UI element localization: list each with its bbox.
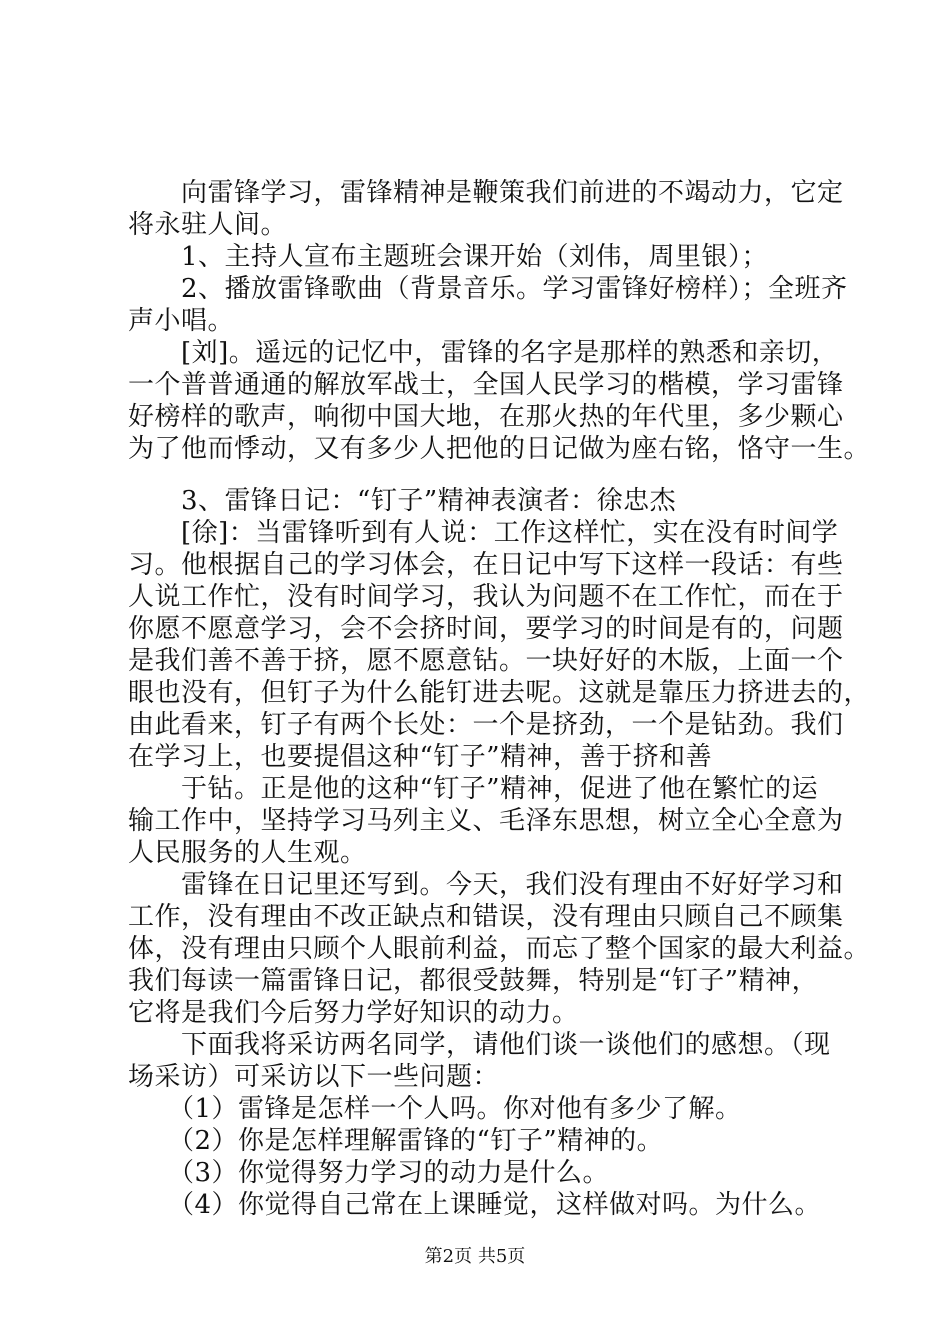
text-line: 体，没有理由只顾个人眼前利益，而忘了整个国家的最大利益。 [128,934,871,964]
text-line: 一个普普通通的解放军战士，全国人民学习的楷模，学习雷锋 [128,370,844,400]
text-line: 场采访）可采访以下一些问题： [128,1062,500,1092]
text-line: 1、主持人宣布主题班会课开始（刘伟，周里银）； [128,242,769,272]
text-line: 由此看来，钉子有两个长处：一个是挤劲，一个是钻劲。我们 [128,710,844,740]
text-line: 眼也没有，但钉子为什么能钉进去呢。这就是靠压力挤进去的， [128,678,871,708]
text-line: 它将是我们今后努力学好知识的动力。 [128,998,579,1028]
text-line: 声小唱。 [128,306,235,336]
text-line: 输工作中，坚持学习马列主义、毛泽东思想，树立全心全意为 [128,806,844,836]
text-line: 向雷锋学习，雷锋精神是鞭策我们前进的不竭动力，它定 [128,178,844,208]
text-line: （2）你是怎样理解雷锋的“钉子”精神的。 [128,1126,664,1156]
text-line: 为了他而悸动，又有多少人把他的日记做为座右铭，恪守一生。 [128,434,871,464]
text-line: 下面我将采访两名同学，请他们谈一谈他们的感想。（现 [128,1030,831,1060]
text-line: 人民服务的人生观。 [128,838,367,868]
text-line: 我们每读一篇雷锋日记，都很受鼓舞，特别是“钉子”精神， [128,966,819,996]
text-line: 在学习上，也要提倡这种“钉子”精神，善于挤和善 [128,742,713,772]
text-line: 将永驻人间。 [128,210,288,240]
text-line: 2、播放雷锋歌曲（背景音乐。学习雷锋好榜样）；全班齐 [128,274,848,304]
text-line: 习。他根据自己的学习体会，在日记中写下这样一段话：有些 [128,550,844,580]
text-line: （3）你觉得努力学习的动力是什么。 [128,1158,610,1188]
text-line: [徐]：当雷锋听到有人说：工作这样忙，实在没有时间学 [128,518,839,548]
text-line: 3、雷锋日记：“钉子”精神表演者：徐忠杰 [128,486,677,516]
page-footer: 第2页 共5页 [424,1246,526,1267]
text-line: （1）雷锋是怎样一个人吗。你对他有多少了解。 [128,1094,742,1124]
text-line: 你愿不愿意学习，会不会挤时间，要学习的时间是有的，问题 [128,614,844,644]
text-line: [刘]。遥远的记忆中，雷锋的名字是那样的熟悉和亲切， [128,338,839,368]
text-line: 工作，没有理由不改正缺点和错误，没有理由只顾自己不顾集 [128,902,844,932]
text-line: 人说工作忙，没有时间学习，我认为问题不在工作忙，而在于 [128,582,844,612]
text-line: 好榜样的歌声，响彻中国大地，在那火热的年代里，多少颗心 [128,402,844,432]
text-line: （4）你觉得自己常在上课睡觉，这样做对吗。为什么。 [128,1190,822,1220]
text-line: 于钻。正是他的这种“钉子”精神，促进了他在繁忙的运 [128,774,819,804]
text-line: 是我们善不善于挤，愿不愿意钻。一块好好的木版，上面一个 [128,646,844,676]
text-line: 雷锋在日记里还写到。今天，我们没有理由不好好学习和 [128,870,844,900]
